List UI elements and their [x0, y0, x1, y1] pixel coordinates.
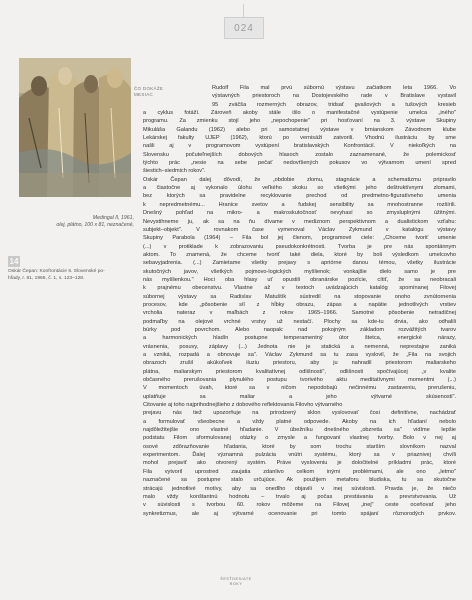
body-line: naznačené sa postupne stalo určujúce. Ak použijem metaforu bludiska, tu sa skutočne [143, 477, 456, 484]
side-label-line: MESIAC [134, 92, 154, 97]
body-line: sebavyjadrenia. (...) Zamietame všetky prejavy s apriórne danou témou, všetky ilustrácie [143, 260, 456, 267]
footer-line: ŠESŤDESIATE [220, 577, 252, 581]
body-line: výstavných priestoroch na Dostojevského rade v Bratislave vystavil [212, 93, 456, 100]
body-line: Mikuláša Galandu (1962) alebo pri samostatnej výstave v brnianskom Závodnom klube [143, 126, 456, 133]
body-line: prejavu nás tiež upozorňuje na prirodzený sklon vyslovovať čosi definitívne, nachádzať [143, 410, 456, 417]
body-line: mohol prejaviť ako otvorený systém. Práve vysloveniu je določitelné príkladmi prác, ktoré [143, 460, 456, 467]
body-line: Citovanie aj toho najprihodnejšieho z dobového reflektovania Filovho výtvarného [143, 402, 343, 409]
body-line: podstatu Filom sformulovanej otázky o zmysle a fungovaní vlastnej tvorby. Bolo v nej aj [143, 435, 456, 442]
body-line: búrky pod povrchom. Alebo naopak: nad pokojným základom rozvážitých tvarov [143, 326, 456, 333]
body-line: obrazoch zrušil akúkoľvek iluziu priestoru, aby ju nahradil priestorom maliarskeho [143, 360, 456, 367]
caption-title: Medingal II, 1961, [92, 215, 134, 221]
side-label-line: ČO DOKÁŽE [134, 86, 164, 91]
body-line: podmaľby na olejové vrchné vrstvy už nestačí. Plochy sa kde-tu drvia, ako odhalili [143, 318, 456, 325]
body-line: najdôležitejšie ono vlastné hľadanie. V úbežníku dnešného „obzretia sa" vidíme lepšie [143, 427, 456, 434]
body-line: šiestich–siedmich rokov". [143, 168, 206, 175]
body-line: k prajnému obecenstvu. Vlastne až v textoch uvádzajúcich katalóg spomínanej Filovej [143, 285, 456, 292]
footnote-line: Oskár Čepan: Konfrontácie 5. Slovenské po- [8, 269, 105, 274]
body-line: v súvislosti s tvorbou 60. rokov môžeme na Filovej „inej" ceste oceňovať jeho [143, 502, 456, 509]
body-line: vrásnenia, posuvy, záplavy (...) Jednota nie je statická a nemenná, neprestajne zaniká [143, 343, 456, 350]
footer-line: ROKY [229, 582, 243, 586]
body-line: a harmonických hladín postupne temperamentný útor štetca, energické nárazy, [143, 335, 456, 342]
body-line: strácajú jednotlivé motívy, aby sa onedlho objavili v inej súvislosti. Pravda je, že niečo [143, 485, 456, 492]
body-line: skutočných javov, všetkých pojmovo-logických myšlienok; vonkajšie dielo samo je pre [143, 268, 456, 275]
body-line: synkretizmus, ale aj výtvarné ocenovanie pri tomto spájaní rôznorodých prvkov. [143, 510, 456, 517]
body-line: Rudolf Fila mal prvú súbornú výstavu začiatkom leta 1966. Vo [212, 85, 456, 91]
caption-details: olej, plátno, 100 x 81, neznačené, [56, 222, 134, 228]
article-body [143, 84, 456, 518]
body-line: Fila vytvoril uprostred zaujatia zdanlivo celkom inými problémami, ale ono „letmo" [143, 468, 456, 475]
body-line: a cyklus fotáží. Zároveň akoby stále išlo o manifestačné vystúpenie umelca „iného" [143, 110, 456, 117]
body-line: a formulovať všeobecne a vždy platné odpovede. Akoby na ich hľadaní nebolo [143, 418, 456, 425]
body-line: V momentoch úvah, ktoré sa v ničom nepodobajú nečinnému zastaveniu, prerušeniu, [143, 385, 456, 392]
body-line: týchto prác „nesie na sebe pečať nedovŕšených pokusov vo výtvarnom umení spred [143, 160, 456, 167]
page-footer [200, 577, 272, 587]
body-line: subjekt–objekt". V rovnakom čase vymenoval Václav Zykmund v katalógu výstavy [143, 226, 456, 233]
body-line: 95 zväčša rozmerných obrazov, tridsať gvašových a tušových kresieb [212, 101, 456, 108]
body-line: bez ktorých sa pravidelne recyklovanie prechod od predmetno-figuratívneho umenia [143, 193, 456, 200]
body-line: Oskár Čepan dalej dôvodí, že „obdobie zlomu, stagnácie a schematizmu pripravilo [143, 176, 456, 183]
body-line: plátna, maliarskym priestorom kvalitatívnej odlišnosti", odlišnosti spočívajúcej „v kvalite [143, 368, 456, 375]
body-line: Dnešný pohľad na mikro- a makroskutočnosť nevyhasí so zmysluplnými úžitnými. [143, 210, 456, 217]
note-number-badge: 14 [9, 257, 19, 266]
painting-caption [8, 215, 134, 229]
body-line: vrcholia naterаz v maľbách z rokov 1965–1966. Samotné pôsobenie netradičnej [143, 310, 456, 317]
painting-medingal-image [19, 58, 131, 197]
body-line: malo vždy konštantnú hodnotu – trvalo aj počas prestávania a prevrstvovania. Už [143, 493, 456, 500]
body-line: programu. Za zmienku stojí jeho „nepochopenie" pri hosťovaní na 3. výstave Skupiny [143, 118, 456, 125]
body-line: (...) v protiklade k zobrazovaniu pseudokonkrétnosti. Tvorba je pre nás spontánnym [143, 243, 456, 250]
body-line: Skupiny Parabola (1964) – Fila bol jej členom, programové ciele: „Chceme tvoriť umenie [143, 235, 456, 242]
body-line: experimentom. Ďalej významná pulzácia vnútri systému, ktorý sa v priaznivej chvíli [143, 452, 456, 459]
body-line: našli aj v programovom vystúpení bratislavských Konfrontácií. V niekoľkých na [143, 143, 456, 150]
footnote [8, 268, 138, 282]
body-line: Nevystihneme ju, ak sa na ňu dívame v mediznom perspektivnom a dualistickom vzťahu: [143, 218, 456, 225]
body-line: a čiastočne aj vykonalo úlohu veľkého skoku so všetkými jeho deštruktívnymi zlomami, [143, 185, 456, 192]
body-line: Lekárskej fakulty UJEP (1962), ktorú po vernisáži zatvorili. Vhodnú ilustráciu by sme [143, 135, 456, 142]
body-line: aktom. To znamená, že chceme tvoriť také diela, ktoré by boli výsledkom umelcovho [143, 251, 456, 258]
body-line: nás myšlienkou." Hoci oba hlasy uť opustili obranárske pozície, cítiť, že sa neobracali [143, 276, 456, 283]
page-number: 024 [224, 17, 264, 39]
body-line: a vzniká, rozpadá a obnovuje sa". Václav Zykmund sa tu zasa vyslovil, že „Fila na svojich [143, 352, 456, 358]
body-line: osové zdôrazňovanie hľadania, ktoré by som trochu starším slovníkom nazval [143, 443, 456, 450]
body-line: procesov, kde „pôsobenie síl z hĺbky obrazu, zápas a napätie jednotlivých vrstiev [143, 301, 456, 308]
body-line: Slovensku počuteľnejších dobových hlasoch zostalo zaznamenané, že polemickosť [143, 151, 456, 158]
body-line: občasného prerušovania plynulého postupu tvorivého aktu meditatívnymi momentmi (...) [143, 377, 456, 384]
footnote-line: hľady, r. 81, 1965, č. 1, s. 123–128. [8, 276, 85, 281]
body-line: uplatňuje sa maliar a jeho výtvarné skúsenosti". [143, 393, 456, 400]
painting-illustration [19, 58, 131, 197]
page-number-tick [243, 4, 244, 17]
body-line: k nepredmetnému... Hranice svetov a fudskej sensibility sa mnohostranne rozšírili. [143, 201, 456, 208]
body-line: súbornej výstavy sa Radislav Matuštík sústredil na stopovanie onoho zvnútornenia [143, 293, 456, 300]
